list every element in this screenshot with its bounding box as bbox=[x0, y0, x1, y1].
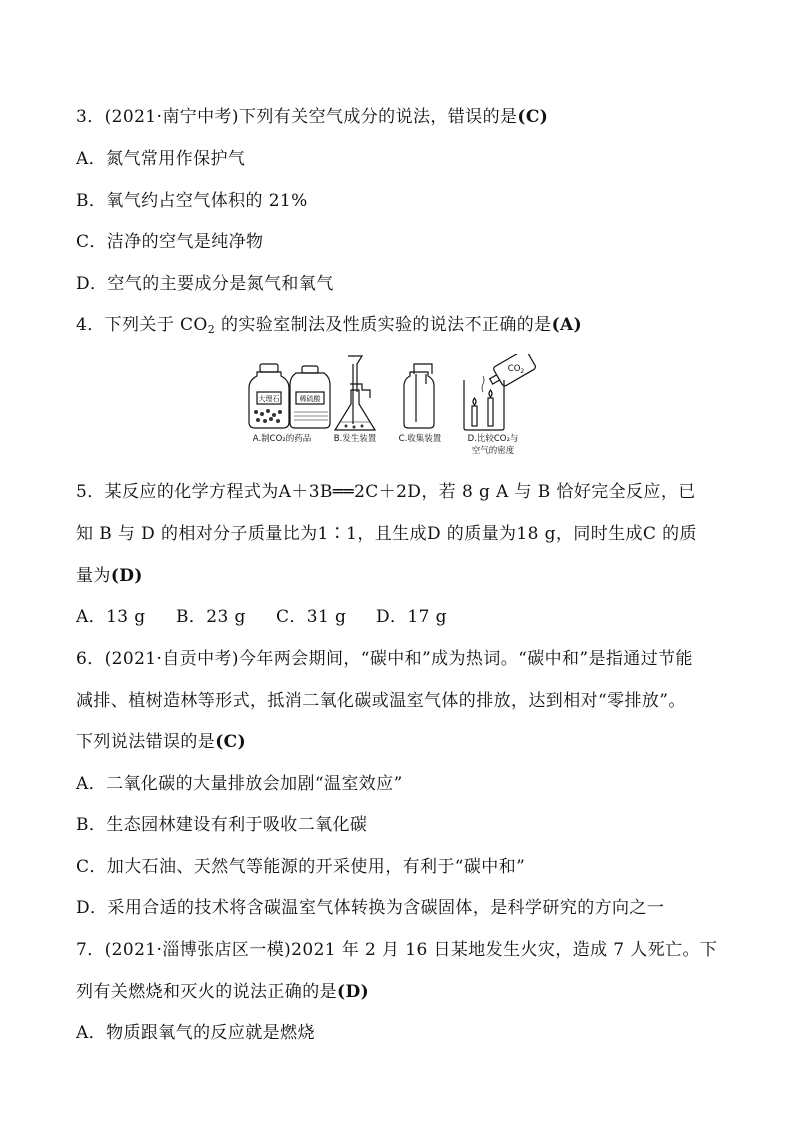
collection-bottle-icon bbox=[404, 364, 434, 428]
q3-answer: (C) bbox=[517, 107, 549, 127]
q6-option-d: D．采用合适的技术将含碳温室气体转换为含碳固体，是科学研究的方向之一 bbox=[76, 898, 665, 918]
q5-answer: (D) bbox=[110, 566, 143, 586]
q6-option-a: A．二氧化碳的大量排放会加剧“温室效应” bbox=[76, 774, 403, 794]
q6-option-b: B．生态园林建设有利于吸收二氧化碳 bbox=[76, 815, 368, 835]
q5-option-d: D．17 g bbox=[376, 607, 447, 627]
q5-option-a: A．13 g bbox=[76, 607, 146, 627]
q7-line-1: 7．(2021·淄博张店区一模)2021 年 2 月 16 日某地发生火灾，造成 7 人死亡。下 bbox=[76, 940, 718, 960]
q4-answer: (A) bbox=[551, 315, 583, 335]
q6-answer: (C) bbox=[215, 732, 247, 752]
q5-option-b: B．23 g bbox=[176, 607, 246, 627]
q5-text: 量为 bbox=[76, 566, 111, 586]
q4-text-a: 4．下列关于 CO bbox=[76, 315, 208, 335]
label-acid: 稀硫酸 bbox=[299, 395, 321, 403]
q6-line-3 bbox=[76, 731, 726, 753]
q7-line-2 bbox=[76, 981, 726, 1003]
q4-stem bbox=[76, 314, 726, 341]
caption-d-line1: D.比较CO₂与 bbox=[467, 434, 519, 444]
q6-line-1: 6．(2021·自贡中考)今年两会期间，“碳中和”成为热词。“碳中和”是指通过节能 bbox=[76, 649, 693, 669]
flask-apparatus-icon bbox=[335, 356, 375, 430]
q3-text: 下列有关空气成分的说法，错误的是 bbox=[238, 107, 518, 127]
label-co2: $CO_2$ bbox=[507, 364, 525, 375]
q3-number: 3． bbox=[76, 107, 105, 127]
q5-option-c: C．31 g bbox=[276, 607, 347, 627]
label-marble: 大理石 bbox=[258, 395, 280, 403]
q4-subscript: 2 bbox=[207, 323, 216, 336]
q3-option-c: C．洁净的空气是纯净物 bbox=[76, 232, 264, 252]
q5-options bbox=[76, 606, 726, 628]
q5-line-2: 知 B 与 D 的相对分子质量比为1∶1，且生成D 的质量为18 g，同时生成C 的质 bbox=[76, 524, 697, 544]
q3-stem bbox=[76, 106, 726, 128]
q5-line-3 bbox=[76, 565, 726, 587]
q7-answer: (D) bbox=[337, 982, 370, 1002]
q7-text: 列有关燃烧和灭火的说法正确的是 bbox=[76, 982, 337, 1002]
caption-a: A.制CO₂的药品 bbox=[252, 434, 312, 444]
beaker-candles-icon bbox=[464, 354, 537, 430]
q3-option-d: D．空气的主要成分是氮气和氧气 bbox=[76, 274, 334, 294]
q6-option-c: C．加大石油、天然气等能源的开采使用，有利于“碳中和” bbox=[76, 857, 526, 877]
q5-line-1: 5．某反应的化学方程式为A＋3B══2C＋2D，若 8 g A 与 B 恰好完全反应，已 bbox=[76, 482, 696, 502]
q6-line-2: 减排、植树造林等形式，抵消二氧化碳或温室气体的排放，达到相对“零排放”。 bbox=[76, 691, 686, 711]
q3-option-b: B．氧气约占空气体积的 21% bbox=[76, 191, 308, 211]
q4-text-b: 的实验室制法及性质实验的说法不正确的是 bbox=[215, 315, 552, 335]
q3-source: (2021·南宁中考) bbox=[104, 107, 239, 127]
caption-c: C.收集装置 bbox=[398, 434, 442, 444]
q6-text: 下列说法错误的是 bbox=[76, 732, 216, 752]
caption-b: B.发生装置 bbox=[333, 434, 377, 444]
caption-d-line2: 空气的密度 bbox=[471, 446, 515, 456]
q7-option-a: A．物质跟氧气的反应就是燃烧 bbox=[76, 1023, 315, 1043]
q3-option-a: A．氮气常用作保护气 bbox=[76, 149, 246, 169]
q4-apparatus-figure bbox=[240, 354, 550, 464]
